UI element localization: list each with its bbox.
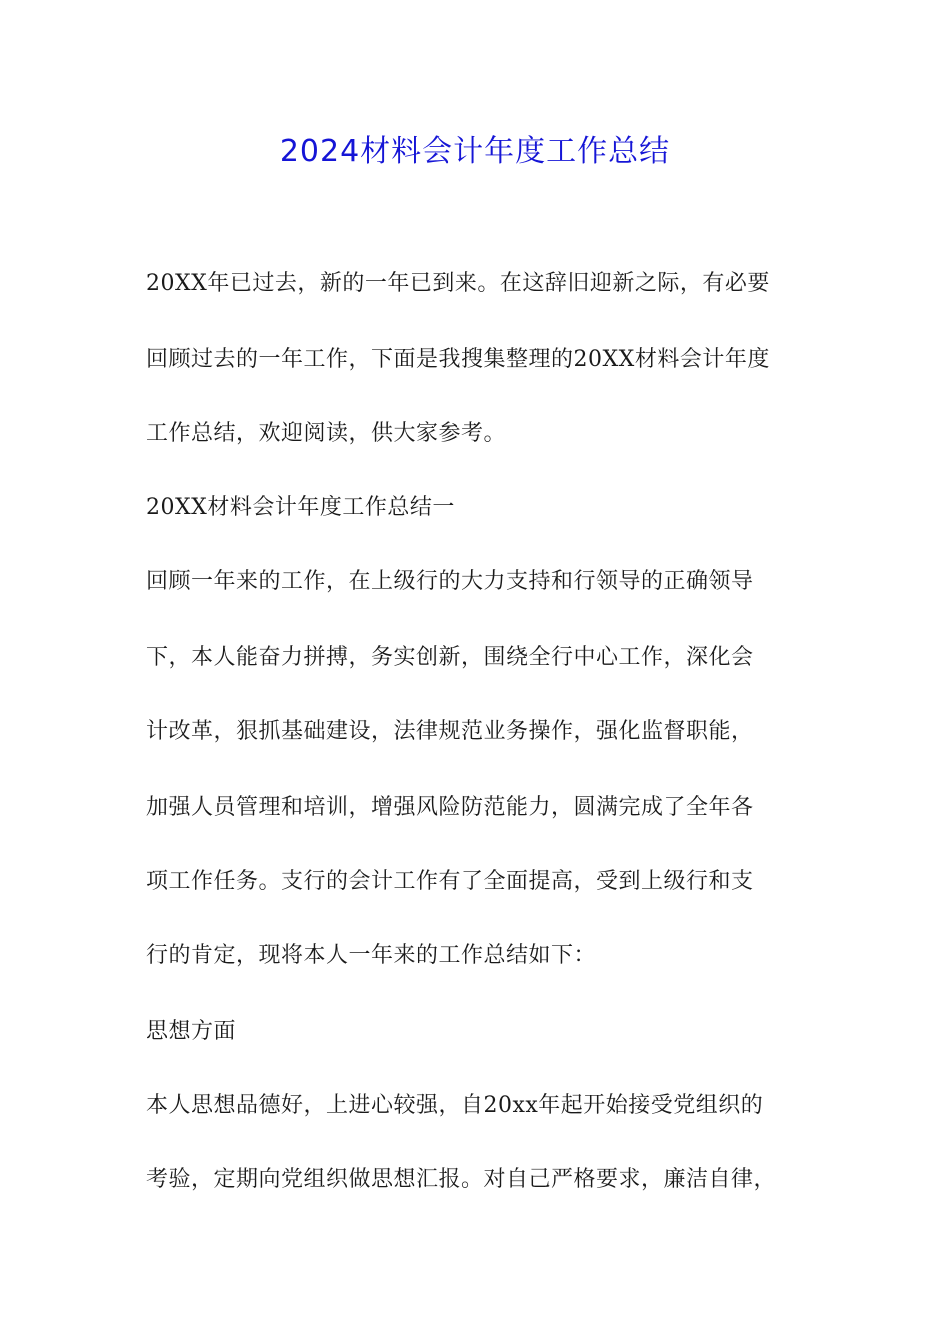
paragraph-line: 项工作任务。支行的会计工作有了全面提高，受到上级行和支 bbox=[146, 869, 754, 894]
paragraph-line: 下，本人能奋力拼搏，务实创新，围绕全行中心工作，深化会 bbox=[146, 645, 754, 670]
paragraph-line: 20XX年已过去，新的一年已到来。在这辞旧迎新之际，有必要 bbox=[146, 271, 770, 296]
paragraph-line: 加强人员管理和培训，增强风险防范能力，圆满完成了全年各 bbox=[146, 795, 754, 820]
document-title: 2024材料会计年度工作总结 bbox=[279, 134, 671, 169]
paragraph-line: 回顾一年来的工作，在上级行的大力支持和行领导的正确领导 bbox=[146, 569, 754, 594]
paragraph-line: 行的肯定，现将本人一年来的工作总结如下： bbox=[146, 943, 597, 968]
section-heading: 思想方面 bbox=[146, 1019, 237, 1044]
section-heading: 20XX材料会计年度工作总结一 bbox=[146, 495, 455, 520]
paragraph-line: 本人思想品德好，上进心较强，自20xx年起开始接受党组织的 bbox=[146, 1093, 764, 1118]
paragraph-line: 工作总结，欢迎阅读，供大家参考。 bbox=[146, 421, 507, 446]
paragraph-line: 计改革，狠抓基础建设，法律规范业务操作，强化监督职能， bbox=[146, 719, 754, 744]
paragraph-line: 考验，定期向党组织做思想汇报。对自己严格要求，廉洁自律， bbox=[146, 1167, 777, 1192]
paragraph-line: 回顾过去的一年工作，下面是我搜集整理的20XX材料会计年度 bbox=[146, 347, 770, 372]
